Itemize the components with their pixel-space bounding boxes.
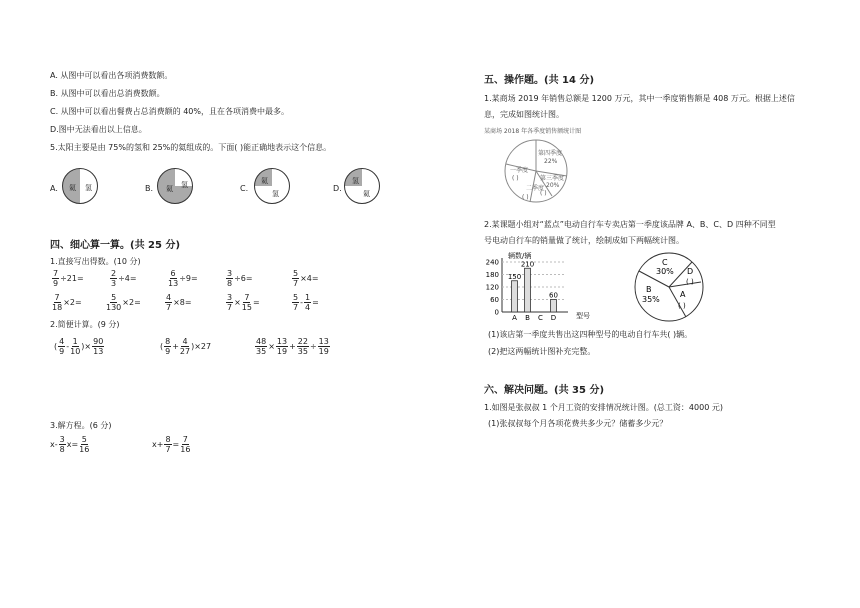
svg-text:30%: 30% [656, 267, 674, 276]
model-pie-chart [632, 250, 706, 324]
y-axis-label: 辆数/辆 [508, 252, 532, 260]
svg-text:( ): ( ) [678, 302, 686, 310]
pie-c-left: 氦 [261, 177, 268, 185]
q5-1-line2: 息，完成如图统计图。 [484, 110, 564, 119]
y-tick-label: 180 [485, 271, 499, 279]
sub-question-3: 3.解方程。(6 分) [50, 421, 112, 430]
pie-option-b [157, 168, 193, 204]
x-tick-label-A: A [512, 314, 517, 322]
data-label-A: 150 [507, 272, 522, 281]
svg-text:( ): ( ) [686, 278, 694, 286]
svg-text:第三季度: 第三季度 [540, 175, 565, 182]
q5-option-c-label: C. [240, 184, 249, 193]
data-label-B: 210 [520, 260, 535, 269]
sub-question-2: 2.简便计算。(9 分) [50, 320, 120, 329]
x-axis-label: 型号 [576, 312, 590, 320]
svg-text:22%: 22% [544, 158, 558, 165]
pie-c-right: 氢 [272, 190, 279, 198]
data-label-D: 60 [549, 291, 558, 300]
calc-2-5: $\frac{5}{7}$ - $\frac{1}{4}$ = [293, 293, 319, 312]
q5-option-d-label: D. [333, 184, 342, 193]
svg-text:35%: 35% [642, 295, 660, 304]
y-tick-label: 240 [485, 258, 499, 267]
pie-a-left: 氦 [69, 184, 76, 192]
pie-b-right: 氢 [181, 181, 188, 189]
x-tick-label-C: C [538, 314, 543, 322]
q5-2-line1: 2.某课题小组对“蓝点”电动自行车专卖店第一季度该品牌 A、B、C、D 四种不同型 [484, 220, 776, 229]
svg-text:一季度: 一季度 [510, 167, 529, 174]
q5-option-b-label: B. [145, 184, 154, 193]
y-tick-label: 0 [494, 308, 499, 317]
option-c: C. 从图中可以看出餐费占总消费额的 40%，且在各项消费中最多。 [50, 107, 289, 116]
calc-1-4: $\frac{3}{8}$ ÷6= [227, 269, 253, 288]
simplify-1: ( $\frac{4}{9}$ - $\frac{1}{10}$ )× $\frac{90}{13}$ [54, 337, 104, 356]
section-5-title: 五、操作题。(共 14 分) [484, 75, 595, 86]
q5-2-sub2: (2)把这两幅统计图补充完整。 [488, 347, 596, 356]
equation-2: x+ $\frac{8}{7}$ = $\frac{7}{16}$ [152, 435, 191, 454]
calc-2-4: $\frac{3}{7}$ × $\frac{7}{15}$ = [227, 293, 260, 312]
svg-text:D: D [687, 267, 694, 276]
section-6-title: 六、解决问题。(共 35 分) [484, 385, 605, 396]
pie-b-left: 氦 [166, 185, 173, 193]
q6-1: 1.如图是张叔叔 1 个月工资的安排情况统计图。(总工资：4000 元) [484, 403, 723, 412]
x-tick-label-B: B [525, 314, 530, 322]
x-tick-label-D: D [550, 314, 557, 322]
svg-text:B: B [646, 285, 652, 294]
q5-2-sub1: (1)该店第一季度共售出这四种型号的电动自行车共( )辆。 [488, 330, 693, 339]
bar-D [551, 300, 557, 313]
pie1-caption: 某商场 2018 年各季度销售额统计图 [484, 128, 582, 135]
q6-1-sub: (1)张叔叔每个月各项花费共多少元？储蓄多少元？ [488, 419, 668, 428]
question-5: 5.太阳主要是由 75%的氢和 25%的氦组成的。下面( )能正确地表示这个信息。 [50, 143, 332, 152]
section-4-title: 四、细心算一算。(共 25 分) [50, 240, 181, 251]
calc-2-3: $\frac{4}{7}$ ×8= [166, 293, 192, 312]
pie-d-right: 氦 [363, 190, 370, 198]
pie-option-d [344, 168, 380, 204]
svg-text:二季度: 二季度 [526, 185, 545, 192]
svg-text:( ): ( ) [540, 190, 547, 197]
pie-option-a [62, 168, 98, 204]
svg-text:( ): ( ) [522, 194, 529, 201]
bar-A [512, 281, 518, 312]
y-tick-label: 120 [485, 283, 499, 292]
pie-option-c [254, 168, 290, 204]
svg-text:( ): ( ) [512, 175, 519, 182]
q5-2-line2: 号电动自行车的销量做了统计，绘制成如下两幅统计图。 [484, 236, 684, 245]
sub-question-1: 1.直接写出得数。(10 分) [50, 257, 141, 266]
pie-d-left: 氢 [352, 177, 359, 185]
pie-a-right: 氢 [85, 184, 92, 192]
calc-2-1: $\frac{7}{18}$ ×2= [52, 293, 82, 312]
svg-text:第四季度: 第四季度 [538, 150, 563, 157]
bar-B [525, 268, 531, 312]
svg-text:C: C [662, 258, 668, 267]
q5-option-a-label: A. [50, 184, 58, 193]
calc-2-2: $\frac{5}{130}$ ×2= [106, 293, 141, 312]
svg-text:20%: 20% [546, 182, 560, 189]
option-a: A. 从图中可以看出各项消费数额。 [50, 71, 173, 80]
calc-1-1: $\frac{7}{9}$ ÷21= [53, 269, 84, 288]
q5-1-line1: 1.某商场 2019 年销售总额是 1200 万元，其中一季度销售额是 408 万元。根据上述信 [484, 94, 795, 103]
calc-1-2: $\frac{2}{3}$ ÷4= [111, 269, 137, 288]
option-d: D.图中无法看出以上信息。 [50, 125, 147, 134]
equation-1: x- $\frac{3}{8}$ x= $\frac{5}{16}$ [50, 435, 90, 454]
option-b: B. 从图中可以看出总消费数额。 [50, 89, 165, 98]
bike-sales-bar-chart [478, 250, 596, 324]
calc-1-3: $\frac{6}{13}$ ÷9= [168, 269, 198, 288]
svg-text:A: A [680, 290, 686, 299]
quarter-pie-chart [500, 138, 572, 204]
simplify-3: $\frac{48}{35}$ × $\frac{13}{19}$ + $\frac{22}{35}$ ÷ $\frac{13}{19}$ [256, 337, 329, 356]
calc-1-5: $\frac{5}{7}$ ×4= [293, 269, 319, 288]
simplify-2: ( $\frac{8}{9}$ + $\frac{4}{27}$ )×27 [160, 337, 212, 356]
y-tick-label: 60 [490, 296, 499, 304]
